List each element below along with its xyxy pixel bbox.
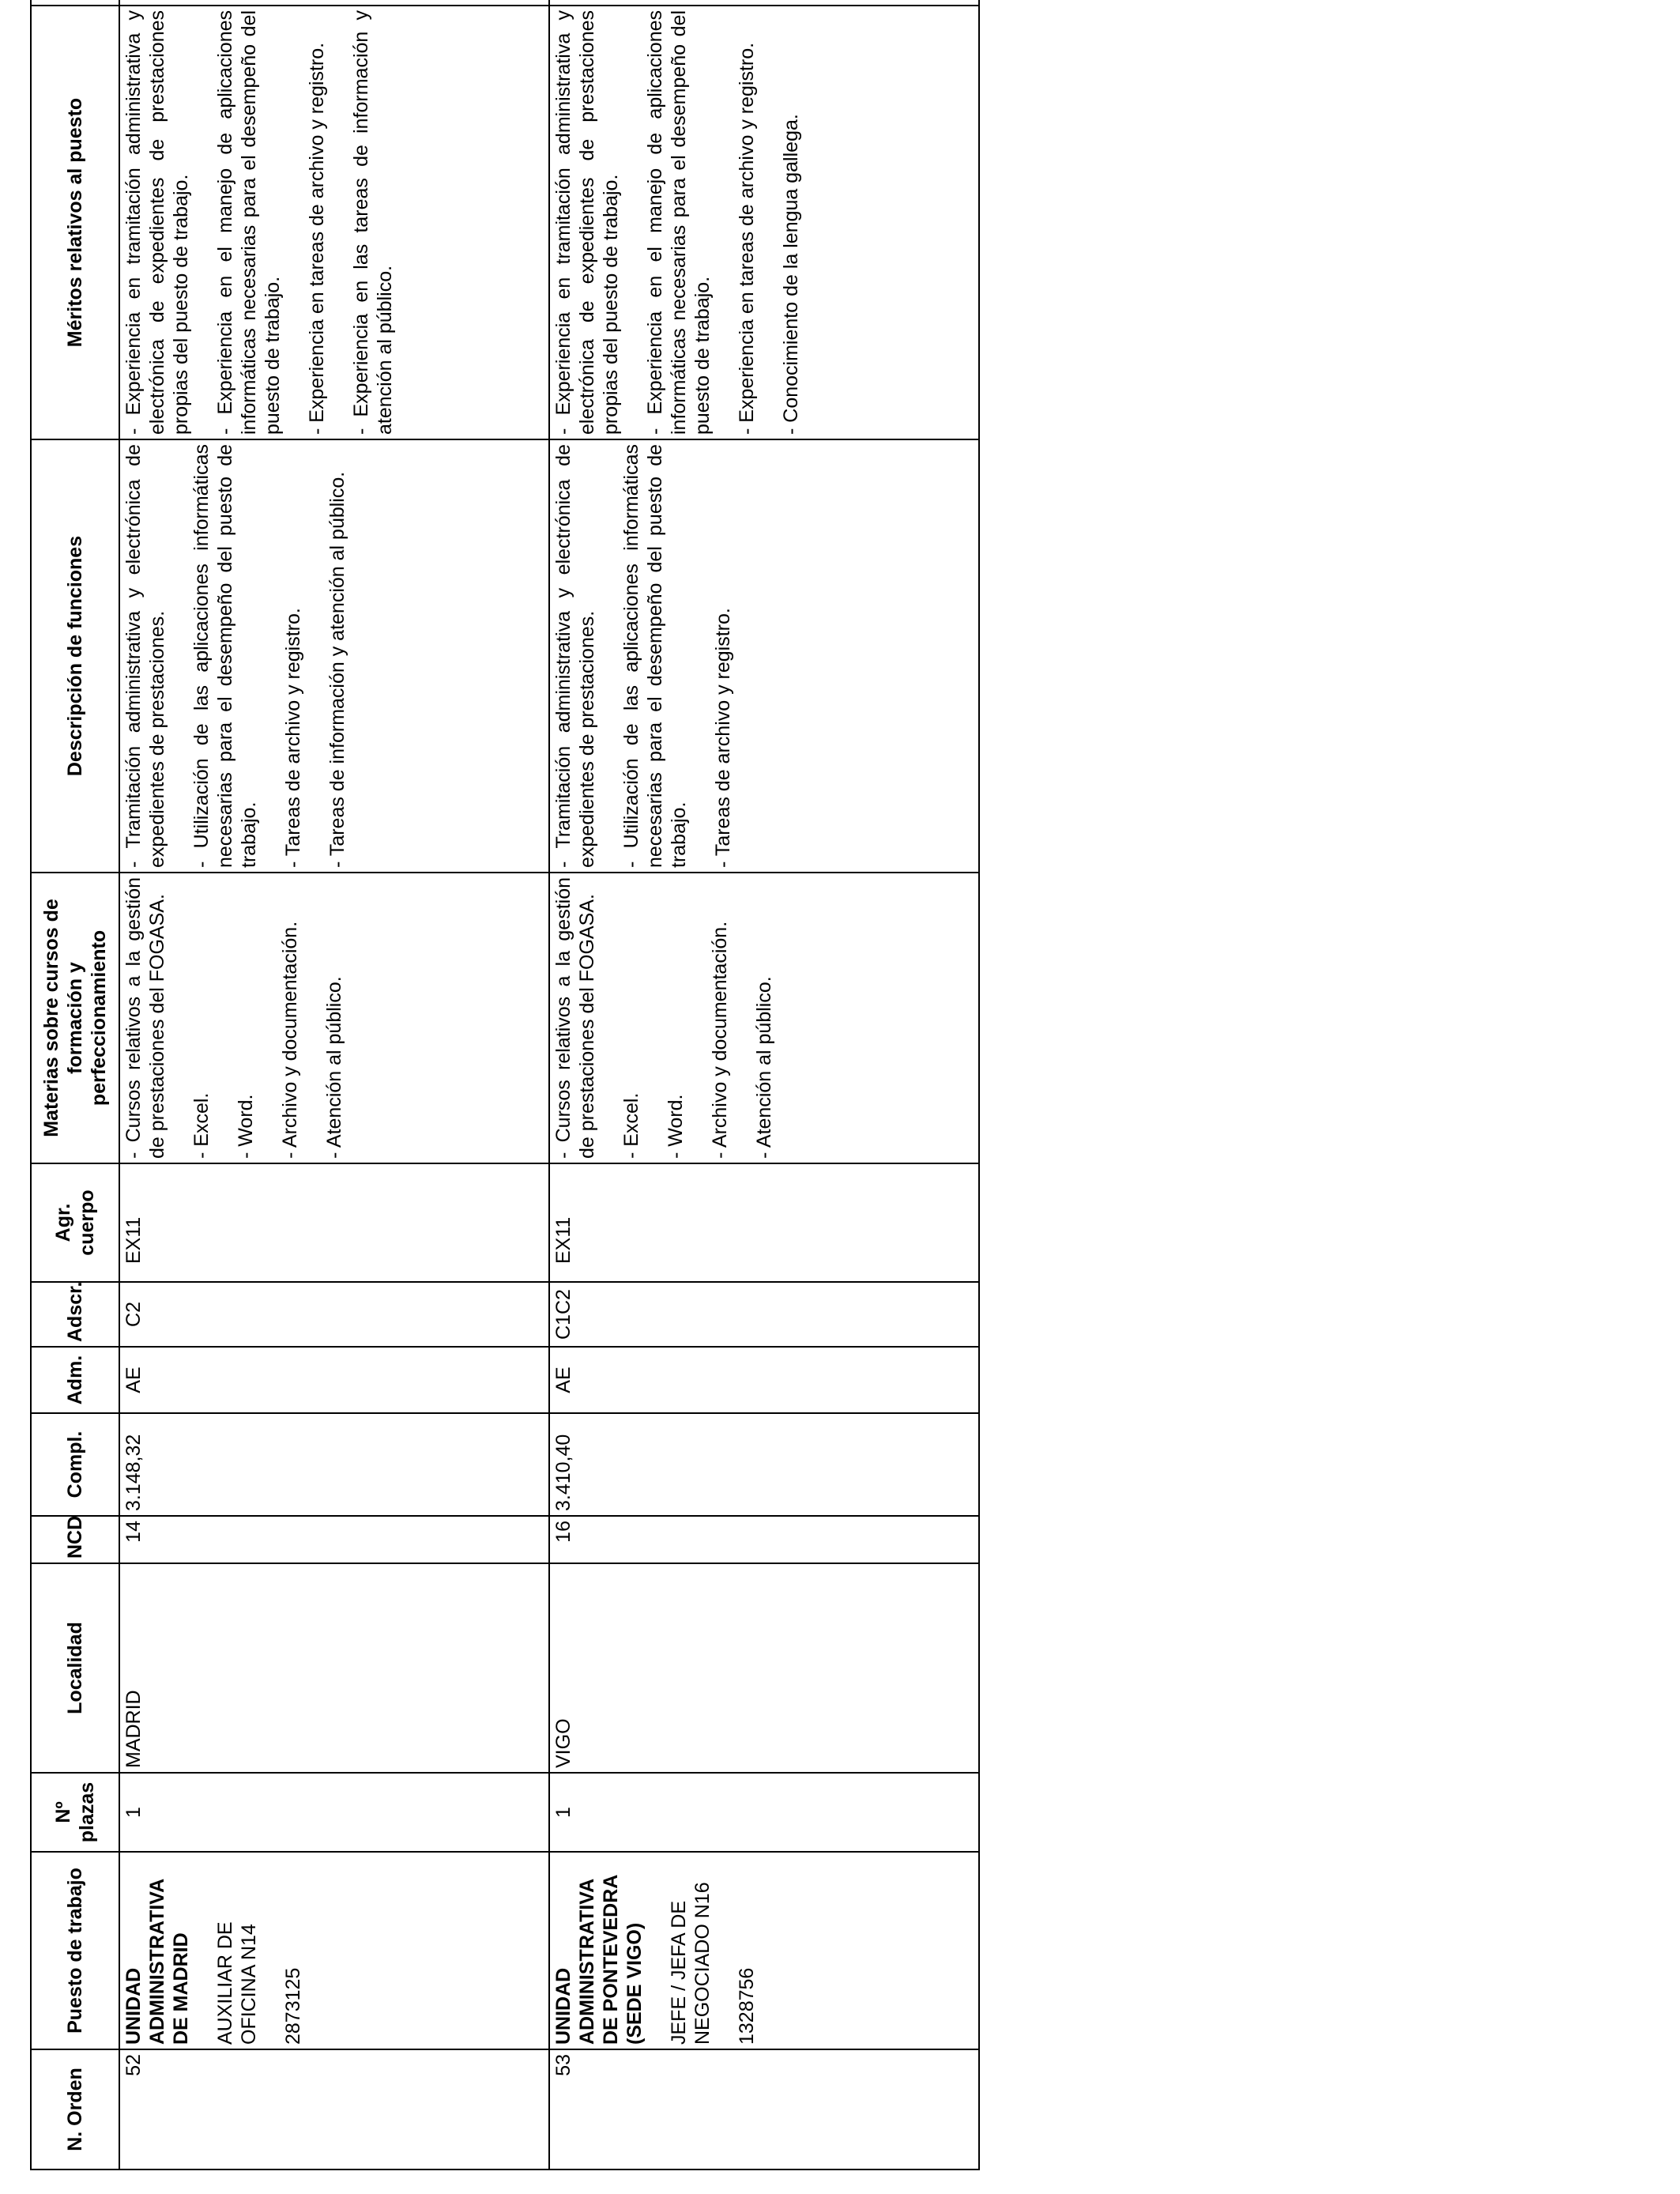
funcion-item: - Tareas de archivo y registro. bbox=[282, 608, 304, 868]
pts-cell bbox=[549, 0, 979, 6]
agr-cell: EX11 bbox=[549, 1163, 979, 1282]
adscr-cell: C1C2 bbox=[549, 1282, 979, 1347]
codigo-label: 1328756 bbox=[736, 1967, 758, 2045]
pts-value bbox=[831, 0, 855, 1]
codigo-label: 2873125 bbox=[282, 1967, 304, 2045]
puesto-label: AUXILIAR DE OFICINA N14 bbox=[214, 1921, 260, 2045]
puesto-cell bbox=[119, 1852, 549, 2049]
header-compl: Compl. bbox=[31, 1413, 119, 1516]
adm-cell: AE bbox=[119, 1347, 549, 1413]
pts-cell bbox=[119, 0, 549, 6]
funcion-item: - Tareas de archivo y registro. bbox=[712, 608, 734, 868]
orden-cell: 53 bbox=[549, 2049, 979, 2169]
pts-value bbox=[597, 0, 621, 1]
header-ncd: NCD bbox=[31, 1516, 119, 1563]
pts-value bbox=[371, 0, 395, 1]
adm-cell: AE bbox=[549, 1347, 979, 1413]
materias-cell bbox=[119, 873, 549, 1163]
materia-item: - Excel. bbox=[620, 1092, 642, 1159]
funcion-item: - Utilización de las aplicaciones informáticas necesarias para el desempeño del puesto de trabajo. bbox=[620, 444, 690, 868]
pts-value bbox=[302, 0, 326, 1]
materia-item: - Cursos relativos a la gestión de prestaciones del FOGASA. bbox=[552, 877, 598, 1159]
header-plazas: Nº plazas bbox=[31, 1773, 119, 1852]
header-funciones: Descripción de funciones bbox=[31, 439, 119, 873]
unidad-label: UNIDAD ADMINISTRATIVA DE PONTEVEDRA (SEDE VIGO) bbox=[552, 1875, 646, 2045]
pts-value bbox=[732, 0, 755, 1]
funcion-item: - Tramitación administrativa y electrónica de expedientes de prestaciones. bbox=[122, 444, 168, 868]
materia-item: - Excel. bbox=[190, 1092, 213, 1159]
table-row bbox=[549, 0, 979, 2169]
materia-item: - Cursos relativos a la gestión de prestaciones del FOGASA. bbox=[122, 877, 168, 1159]
header-materias: Materias sobre cursos de formación y perfeccionamiento bbox=[31, 873, 119, 1163]
table-row bbox=[119, 0, 549, 2169]
materias-cell bbox=[549, 873, 979, 1163]
pts-value bbox=[450, 0, 474, 1]
header-orden: N. Orden bbox=[31, 2049, 119, 2169]
adscr-cell: C2 bbox=[119, 1282, 549, 1347]
funcion-item: - Tramitación administrativa y electrónica de expedientes de prestaciones. bbox=[552, 444, 598, 868]
merito-item: - Experiencia en las tareas de información y atención al público. bbox=[350, 10, 396, 435]
materia-item: - Archivo y documentación. bbox=[709, 921, 731, 1159]
localidad-cell: MADRID bbox=[119, 1563, 549, 1773]
merito-item: - Conocimiento de la lengua gallega. bbox=[780, 114, 802, 435]
ncd-cell: 16 bbox=[549, 1516, 979, 1563]
unidad-label: UNIDAD ADMINISTRATIVA DE MADRID bbox=[122, 1879, 192, 2045]
header-localidad: Localidad bbox=[31, 1563, 119, 1773]
ncd-cell: 14 bbox=[119, 1516, 549, 1563]
header-puesto: Puesto de trabajo bbox=[31, 1852, 119, 2049]
materia-item: - Archivo y documentación. bbox=[279, 921, 301, 1159]
merito-item: - Experiencia en tareas de archivo y registro. bbox=[736, 42, 758, 435]
orden-cell: 52 bbox=[119, 2049, 549, 2169]
header-pts bbox=[31, 0, 119, 6]
compl-cell: 3.410,40 bbox=[549, 1413, 979, 1516]
materia-item: - Atención al público. bbox=[753, 976, 775, 1159]
merito-item: - Experiencia en el manejo de aplicaciones informáticas necesarias para el desempeño del puesto de trabajo. bbox=[644, 10, 714, 435]
puesto-cell bbox=[549, 1852, 979, 2049]
pts-value bbox=[168, 0, 191, 1]
meritos-cell bbox=[549, 6, 979, 439]
merito-item: - Experiencia en el manejo de aplicaciones informáticas necesarias para el desempeño del puesto de trabajo. bbox=[214, 10, 284, 435]
merito-item: - Experiencia en tareas de archivo y registro. bbox=[306, 42, 328, 435]
funciones-cell bbox=[549, 439, 979, 873]
compl-cell: 3.148,32 bbox=[119, 1413, 549, 1516]
header-agr: Agr. cuerpo bbox=[31, 1163, 119, 1282]
plazas-cell: 1 bbox=[549, 1773, 979, 1852]
meritos-cell bbox=[119, 6, 549, 439]
funcion-item: - Utilización de las aplicaciones informáticas necesarias para el desempeño del puesto de trabajo. bbox=[190, 444, 260, 868]
table-header-row bbox=[31, 0, 119, 2169]
localidad-cell: VIGO bbox=[549, 1563, 979, 1773]
header-meritos: Méritos relativos al puesto bbox=[31, 6, 119, 439]
merito-item: - Experiencia en tramitación administrativa y electrónica de expedientes de prestaciones propias del puesto de trabajo. bbox=[552, 10, 622, 435]
header-adscr: Adscr. bbox=[31, 1282, 119, 1347]
positions-table bbox=[30, 0, 980, 2170]
funciones-cell bbox=[119, 439, 549, 873]
funcion-item: - Tareas de información y atención al público. bbox=[326, 471, 348, 868]
puesto-label: JEFE / JEFA DE NEGOCIADO N16 bbox=[668, 1882, 714, 2045]
materia-item: - Word. bbox=[665, 1094, 687, 1159]
pts-value bbox=[801, 0, 825, 1]
agr-cell: EX11 bbox=[119, 1163, 549, 1282]
materia-item: - Word. bbox=[235, 1094, 257, 1159]
header-adm: Adm. bbox=[31, 1347, 119, 1413]
materia-item: - Atención al público. bbox=[323, 976, 345, 1159]
merito-item: - Experiencia en tramitación administrativa y electrónica de expedientes de prestaciones propias del puesto de trabajo. bbox=[122, 10, 192, 435]
plazas-cell: 1 bbox=[119, 1773, 549, 1852]
